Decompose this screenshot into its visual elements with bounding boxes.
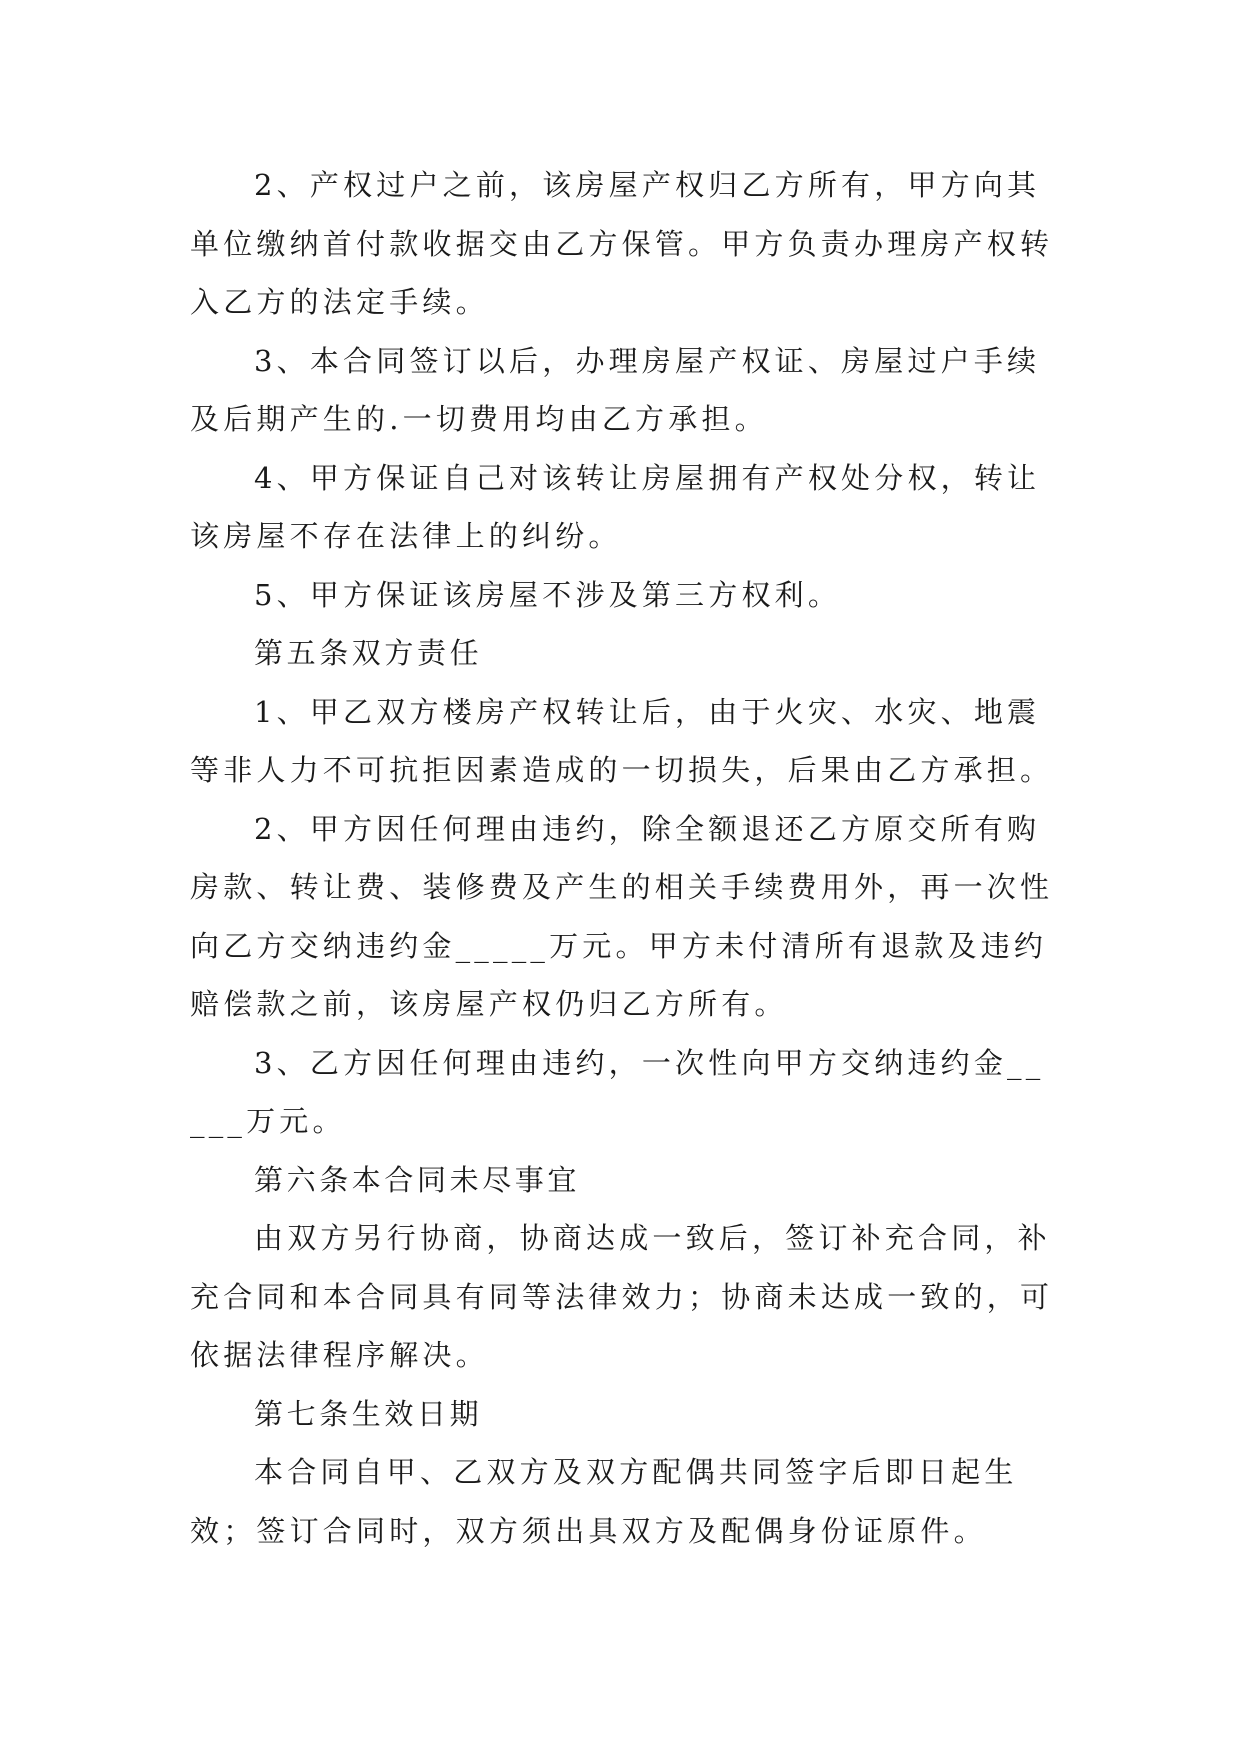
clause-4-item-2: 2、产权过户之前，该房屋产权归乙方所有，甲方向其单位缴纳首付款收据交由乙方保管。甲方负责办理房产权转入乙方的法定手续。 xyxy=(190,168,1054,319)
article-7-heading: 第七条生效日期 xyxy=(254,1396,483,1431)
article-5-heading: 第五条双方责任 xyxy=(254,636,483,670)
clause-5-item-1: 1、甲乙双方楼房产权转让后，由于火灾、水灾、地震等非人力不可抗拒因素造成的一切损失，后果由乙方承担。 xyxy=(190,694,1054,787)
article-6-body: 由双方另行协商，协商达成一致后，签订补充合同，补充合同和本合同具有同等法律效力；协商未达成一致的，可依据法律程序解决。 xyxy=(190,1221,1054,1372)
clause-4-item-4: 4、甲方保证自己对该转让房屋拥有产权处分权，转让该房屋不存在法律上的纠纷。 xyxy=(190,460,1041,553)
article-7-body: 本合同自甲、乙双方及双方配偶共同签字后即日起生效；签订合同时，双方须出具双方及配偶身份证原件。 xyxy=(190,1455,1018,1548)
document-page xyxy=(190,156,1060,1560)
clause-4-item-3: 3、本合同签订以后，办理房屋产权证、房屋过户手续及后期产生的.一切费用均由乙方承担。 xyxy=(190,343,1041,436)
clause-5-item-3: 3、乙方因任何理由违约，一次性向甲方交纳违约金_____万元。 xyxy=(190,1045,1045,1138)
clause-5-item-2: 2、甲方因任何理由违约，除全额退还乙方原交所有购房款、转让费、装修费及产生的相关手续费用外，再一次性向乙方交纳违约金_____万元。甲方未付清所有退款及违约赔偿款之前，该房屋产权仍归乙方所有。 xyxy=(190,811,1054,1021)
article-6-heading: 第六条本合同未尽事宜 xyxy=(254,1162,581,1197)
clause-4-item-5: 5、甲方保证该房屋不涉及第三方权利。 xyxy=(254,577,842,612)
